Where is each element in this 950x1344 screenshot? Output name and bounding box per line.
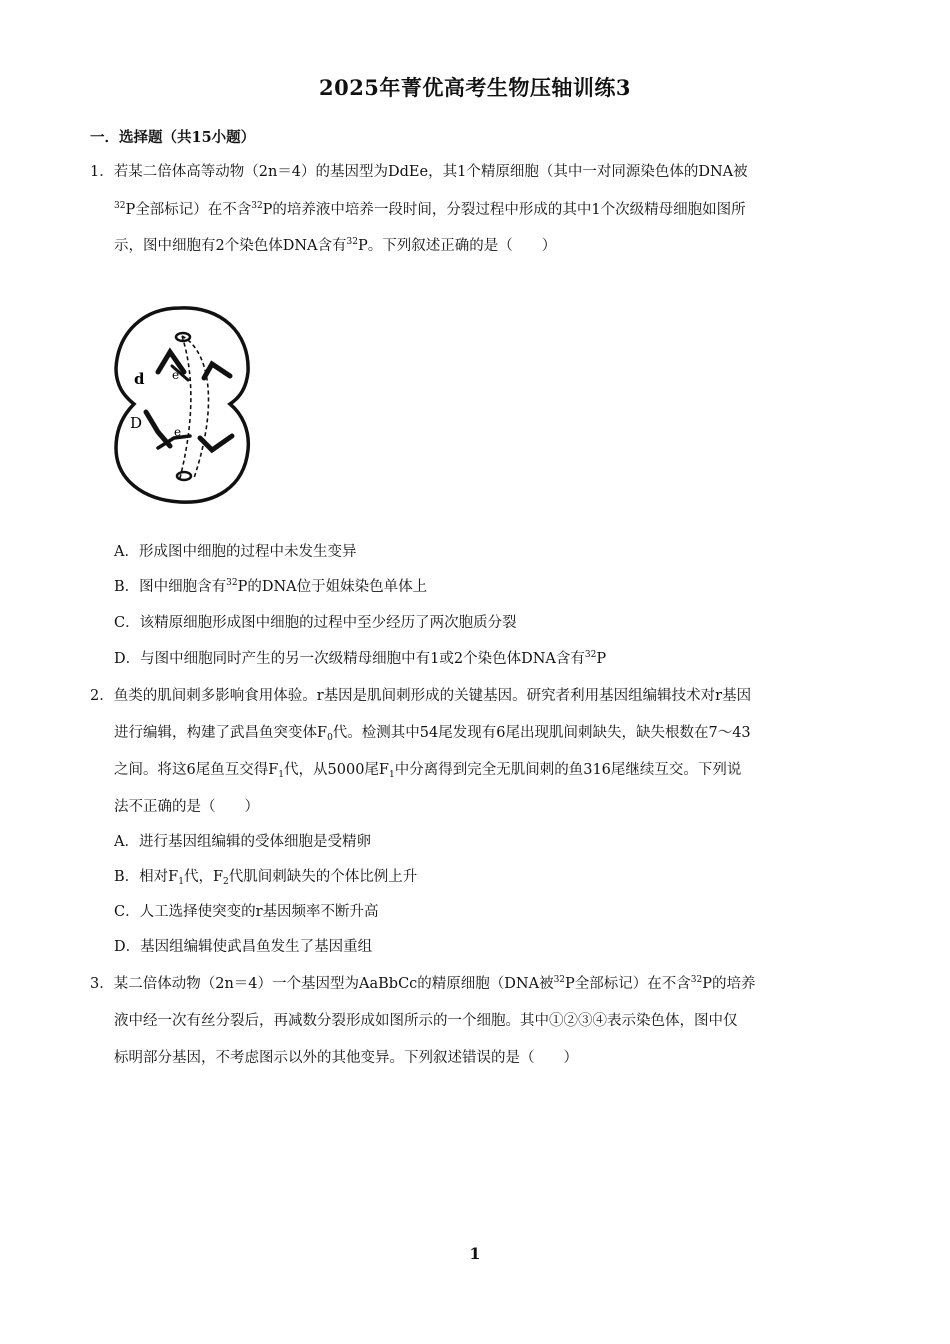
q2-option-b: B．相对$F_1$代，$F_2$代肌间刺缺失的个体比例上升 [114,869,418,887]
q1-line-2: $^{32}$P全部标记）在不含$^{32}$P的培养液中培养一段时间，分裂过程中形成的其中1个次级精母细胞如图所 [114,201,746,218]
q3-number: 3． [90,976,114,992]
spindle-fiber [180,336,209,478]
q3-line-1: 3．某二倍体动物（2n＝4）一个基因型为AaBbCc的精原细胞（DNA被$^{32}$P全部标记）在不含$^{32}$P的培养 [90,975,756,992]
chromosome-top-right [204,364,230,378]
chromosome-bottom-left [146,412,190,448]
q1-option-c: C．该精原细胞形成图中细胞的过程中至少经历了两次胞质分裂 [114,615,517,631]
q2-option-c: C．人工选择使突变的r基因频率不断升高 [114,904,379,920]
q1-number: 1． [90,164,114,180]
q2-line-1: 2．鱼类的肌间刺多影响食用体验。r基因是肌间刺形成的关键基因。研究者利用基因组编辑技术对r基因 [90,688,752,704]
q3-line-2: 液中经一次有丝分裂后，再减数分裂形成如图所示的一个细胞。其中①②③④表示染色体，图中仅 [114,1013,738,1029]
gene-label-e-bottom: e [174,425,182,439]
q3-line-3: 标明部分基因，不考虑图示以外的其他变异。下列叙述错误的是（ ） [114,1050,578,1066]
centrosome-bottom [177,472,191,480]
page-number: 1 [469,1244,481,1263]
q2-line-3: 之间。将这6尾鱼互交得$F_1$代，从5000尾$F_1$中分离得到完全无肌间刺的鱼316尾继续互交。下列说 [114,762,742,780]
q2-option-a: A．进行基因组编辑的受体细胞是受精卵 [114,834,371,850]
gene-label-D: D [130,414,143,432]
q2-line-4: 法不正确的是（ ） [114,799,259,815]
document-title: 2025年菁优高考生物压轴训练3 [318,75,632,100]
cell-division-figure [108,300,256,510]
q1-option-a: A．形成图中细胞的过程中未发生变异 [114,544,357,560]
q1-line-1: 1．若某二倍体高等动物（2n＝4）的基因型为DdEe，其1个精原细胞（其中一对同源染色体的DNA被 [90,164,748,180]
q2-line-2: 进行编辑，构建了武昌鱼突变体$F_0$代。检测其中54尾发现有6尾出现肌间刺缺失，缺失根数在7～43 [114,725,751,743]
chromosome-bottom-right [200,436,232,450]
gene-label-d: d [134,370,145,388]
q2-number: 2． [90,688,114,704]
section-heading: 一．选择题（共15小题） [90,129,256,146]
gene-label-e-top: e [172,368,180,382]
q1-line-3: 示，图中细胞有2个染色体DNA含有$^{32}$P。下列叙述正确的是（ ） [114,237,557,254]
q2-option-d: D．基因组编辑使武昌鱼发生了基因重组 [114,939,373,955]
q1-option-b: B．图中细胞含有$^{32}$P的DNA位于姐妹染色单体上 [114,578,428,595]
q1-option-d: D．与图中细胞同时产生的另一次级精母细胞中有1或2个染色体DNA含有$^{32}$P [114,650,607,667]
